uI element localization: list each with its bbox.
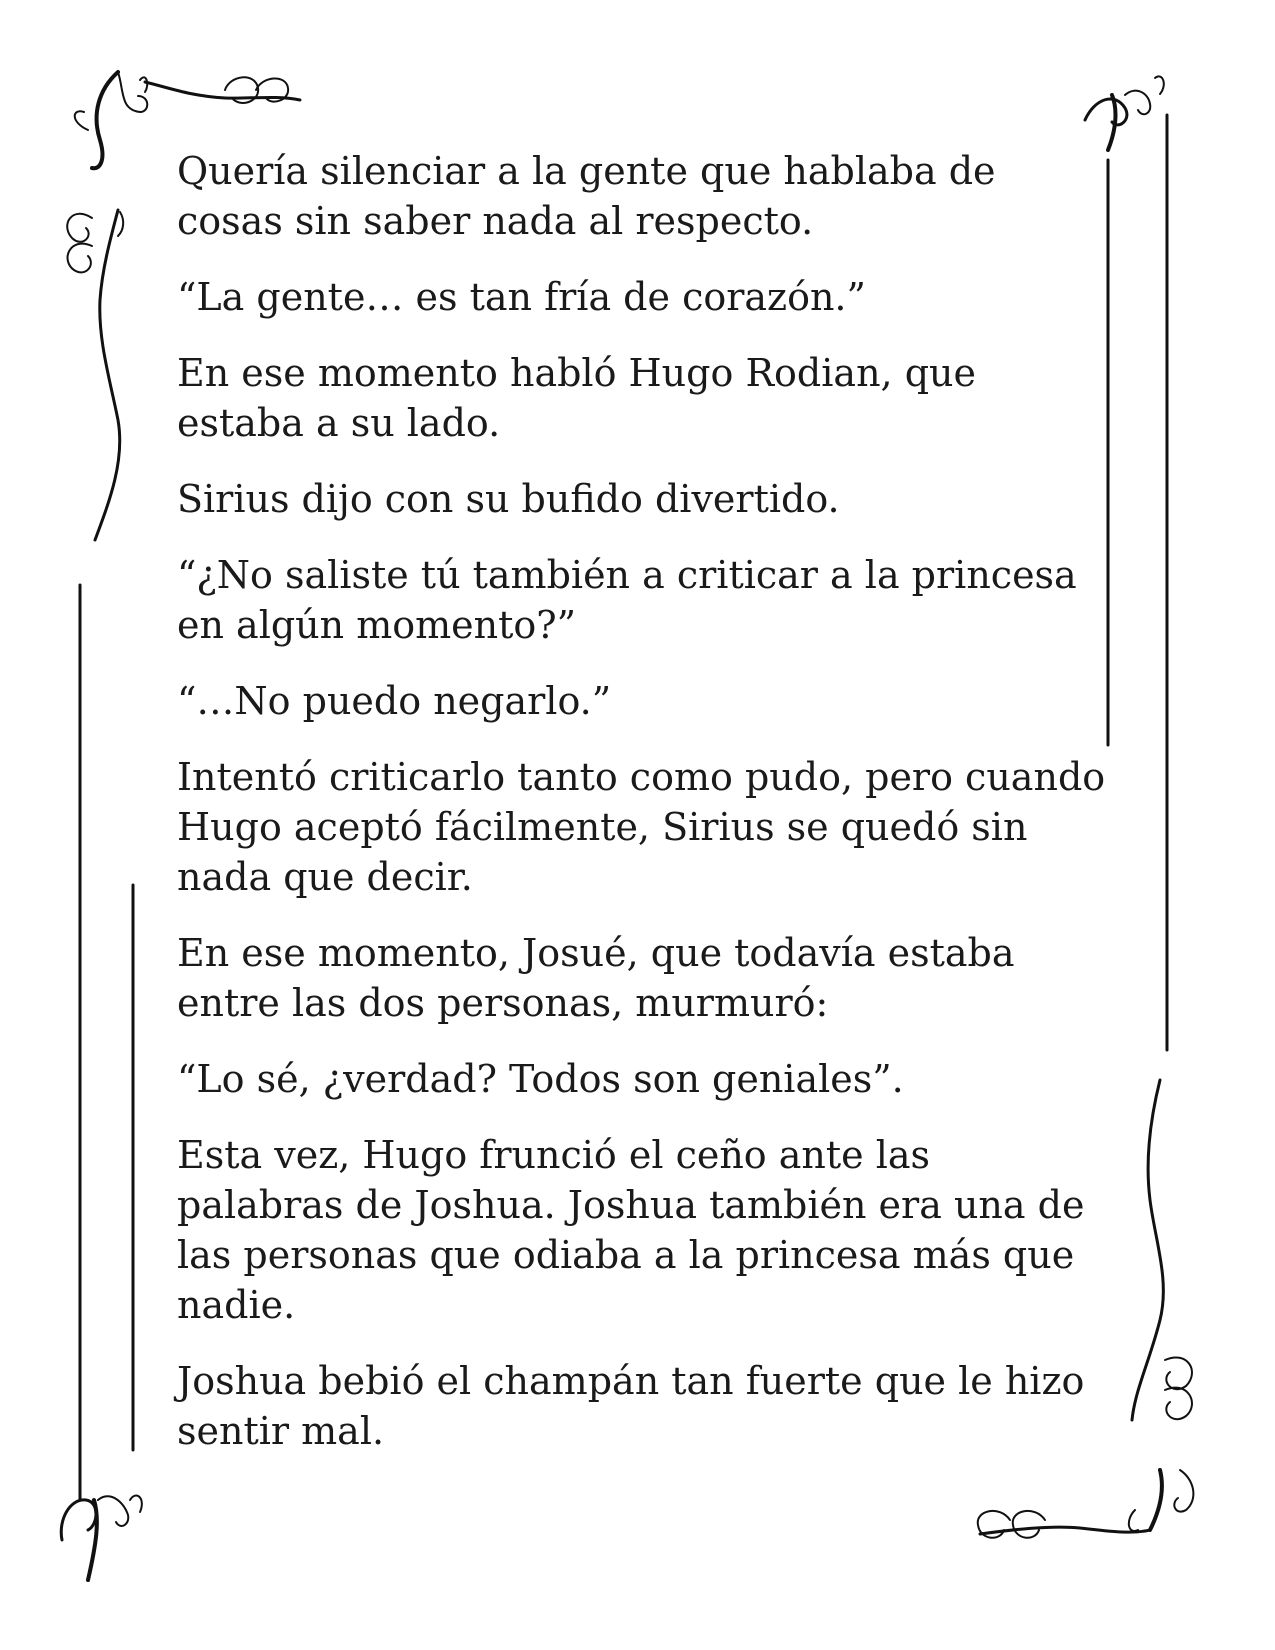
paragraph: Joshua bebió el champán tan fuerte que le hizo sentir mal. — [177, 1359, 1085, 1453]
paragraph: Intentó criticarlo tanto como pudo, pero cuando Hugo aceptó fácilmente, Sirius se quedó sin nada que decir. — [177, 755, 1106, 899]
paragraph: Quería silenciar a la gente que hablaba de cosas sin saber nada al respecto. — [177, 149, 996, 243]
bottom-left-flourish-icon — [61, 1496, 142, 1580]
page-text — [177, 146, 1107, 1482]
top-right-flourish-icon — [1085, 76, 1164, 150]
paragraph: En ese momento, Josué, que todavía estaba entre las dos personas, murmuró: — [177, 931, 1015, 1025]
paragraph: “Lo sé, ¿verdad? Todos son geniales”. — [177, 1057, 904, 1101]
paragraph: “La gente… es tan fría de corazón.” — [177, 275, 866, 319]
paragraph: Sirius dijo con su bufido divertido. — [177, 477, 840, 521]
paragraph: En ese momento habló Hugo Rodian, que estaba a su lado. — [177, 351, 976, 445]
paragraph: “…No puedo negarlo.” — [177, 679, 612, 723]
paragraph: Esta vez, Hugo frunció el ceño ante las palabras de Joshua. Joshua también era una de las personas que odiaba a la princesa más que nadie. — [177, 1133, 1085, 1327]
paragraph: “¿No saliste tú también a criticar a la princesa en algún momento?” — [177, 553, 1077, 647]
